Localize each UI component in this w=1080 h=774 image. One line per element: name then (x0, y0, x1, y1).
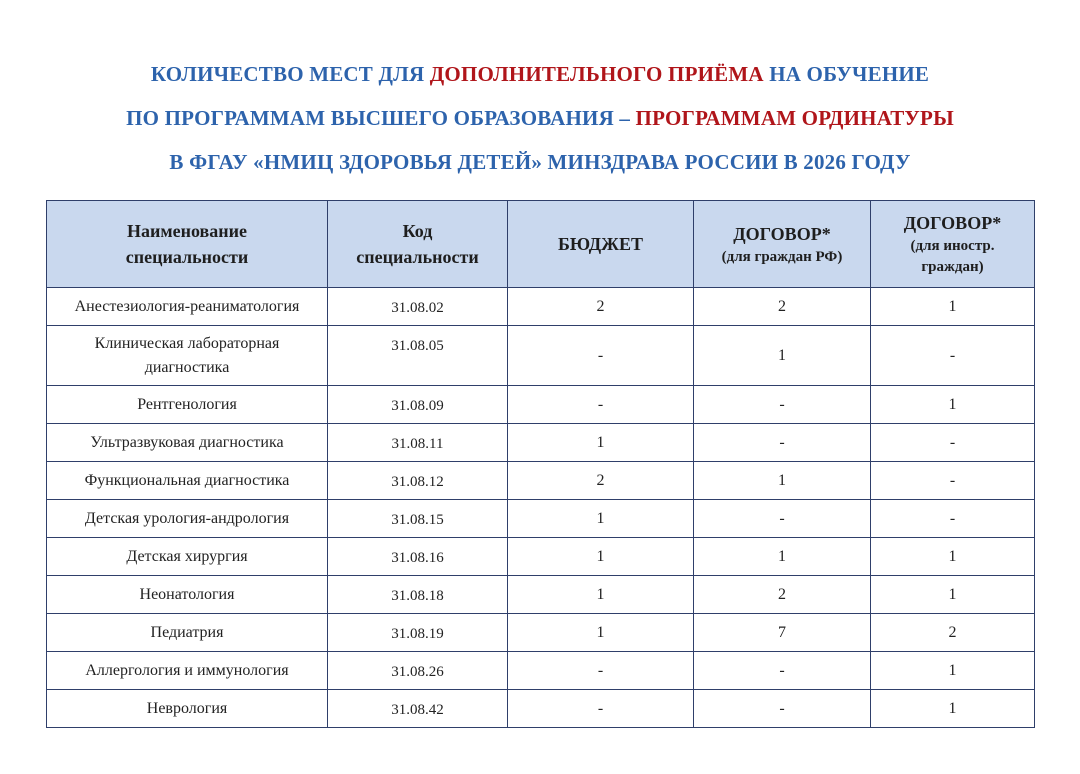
specialty-name-cell (47, 576, 328, 614)
specialty-code-cell: 31.08.42 (328, 690, 508, 728)
specialty-name: Педиатрия (150, 623, 224, 641)
column-header-contract-foreign-label: ДОГОВОР* (903, 213, 1002, 233)
budget-places-cell: 1 (508, 500, 694, 538)
budget-places-cell: - (508, 690, 694, 728)
specialty-name: Аллергология и иммунология (85, 661, 289, 679)
column-header-specialty-code-line1: Код (402, 221, 433, 241)
specialty-code-cell: 31.08.11 (328, 424, 508, 462)
table-row (47, 538, 1035, 576)
table-row (47, 288, 1035, 326)
budget-places-cell: 1 (508, 538, 694, 576)
specialty-name-cell (47, 386, 328, 424)
contract-foreign-places-cell: 2 (871, 614, 1035, 652)
contract-foreign-places-cell: - (871, 462, 1035, 500)
contract-foreign-places-cell: 1 (871, 690, 1035, 728)
title-line-1-part-a: КОЛИЧЕСТВО МЕСТ ДЛЯ (150, 62, 430, 86)
specialty-name-cell (47, 326, 328, 386)
specialty-name: Клиническая лабораторная (94, 334, 280, 352)
title-line-1 (0, 62, 1080, 87)
column-header-contract-rf-label: ДОГОВОР* (733, 223, 831, 244)
budget-places-cell: 2 (508, 288, 694, 326)
contract-rf-places-cell: 2 (694, 288, 871, 326)
column-header-contract-foreign-sub1: (для иностр. (910, 238, 995, 254)
column-header-contract-rf-sub: (для граждан РФ) (721, 248, 843, 265)
column-header-specialty-code-line2: специальности (356, 247, 479, 267)
specialty-name: Функциональная диагностика (84, 471, 290, 489)
specialty-name-cell (47, 614, 328, 652)
specialty-name-cell (47, 652, 328, 690)
table-row (47, 424, 1035, 462)
table-row (47, 690, 1035, 728)
contract-foreign-places-cell: 1 (871, 652, 1035, 690)
column-header-budget (508, 201, 694, 288)
contract-rf-places-cell: - (694, 652, 871, 690)
specialty-name-cell (47, 288, 328, 326)
contract-rf-places-cell: - (694, 690, 871, 728)
specialty-name: Рентгенология (137, 395, 237, 413)
contract-rf-places-cell: 1 (694, 326, 871, 386)
column-header-specialty-name-line1: Наименование (127, 221, 247, 241)
contract-rf-places-cell: 1 (694, 462, 871, 500)
table-body (47, 288, 1035, 728)
title-line-1-highlight: ДОПОЛНИТЕЛЬНОГО ПРИЁМА (429, 62, 764, 86)
specialty-name: Неврология (146, 699, 228, 717)
specialty-name: Ультразвуковая диагностика (90, 433, 284, 451)
title-line-2-part-a: ПО ПРОГРАММАМ ВЫСШЕГО ОБРАЗОВАНИЯ – (126, 106, 636, 130)
contract-foreign-places-cell: - (871, 326, 1035, 386)
contract-foreign-places-cell: 1 (871, 538, 1035, 576)
contract-foreign-places-cell: - (871, 424, 1035, 462)
specialty-name-cell (47, 500, 328, 538)
table-row (47, 462, 1035, 500)
budget-places-cell: - (508, 386, 694, 424)
budget-places-cell: 1 (508, 576, 694, 614)
table-row (47, 500, 1035, 538)
specialty-name: Детская урология-андрология (84, 509, 290, 527)
table-row (47, 326, 1035, 386)
contract-foreign-places-cell: 1 (871, 288, 1035, 326)
column-header-specialty-name (47, 201, 328, 288)
specialty-code-cell: 31.08.16 (328, 538, 508, 576)
column-header-contract-foreign-sub2: граждан) (921, 259, 984, 275)
specialty-code-cell: 31.08.05 (328, 326, 508, 386)
specialty-name: Детская хирургия (126, 547, 248, 565)
budget-places-cell: - (508, 652, 694, 690)
title-line-3: В ФГАУ «НМИЦ ЗДОРОВЬЯ ДЕТЕЙ» МИНЗДРАВА РОССИИ В 2026 ГОДУ (169, 150, 911, 174)
specialty-code-cell: 31.08.02 (328, 288, 508, 326)
table-row (47, 652, 1035, 690)
contract-rf-places-cell: 7 (694, 614, 871, 652)
contract-rf-places-cell: - (694, 424, 871, 462)
specialty-name: Неонатология (139, 585, 235, 603)
column-header-contract-foreign (871, 201, 1035, 288)
column-header-contract-rf (694, 201, 871, 288)
column-header-specialty-name-line2: специальности (125, 247, 249, 267)
title-line-2 (0, 106, 1080, 131)
specialty-code-cell: 31.08.19 (328, 614, 508, 652)
column-header-specialty-code (328, 201, 508, 288)
table-row (47, 386, 1035, 424)
budget-places-cell: 2 (508, 462, 694, 500)
contract-foreign-places-cell: 1 (871, 386, 1035, 424)
specialty-code-cell: 31.08.12 (328, 462, 508, 500)
table-row (47, 614, 1035, 652)
contract-rf-places-cell: - (694, 500, 871, 538)
specialty-name-cell (47, 462, 328, 500)
budget-places-cell: 1 (508, 614, 694, 652)
specialty-name-line2: диагностика (144, 358, 230, 376)
title-line-2-highlight: ПРОГРАММАМ ОРДИНАТУРЫ (635, 106, 954, 130)
specialty-code-cell: 31.08.15 (328, 500, 508, 538)
table-row (47, 576, 1035, 614)
title-line-1-part-c: НА ОБУЧЕНИЕ (763, 62, 930, 86)
contract-rf-places-cell: 2 (694, 576, 871, 614)
specialty-name: Анестезиология-реаниматология (74, 297, 300, 315)
specialty-name-cell (47, 424, 328, 462)
specialty-code-cell: 31.08.26 (328, 652, 508, 690)
admission-places-table (46, 200, 1035, 728)
contract-rf-places-cell: - (694, 386, 871, 424)
contract-foreign-places-cell: 1 (871, 576, 1035, 614)
table-header-row (47, 201, 1035, 288)
specialty-name-cell (47, 538, 328, 576)
contract-rf-places-cell: 1 (694, 538, 871, 576)
contract-foreign-places-cell: - (871, 500, 1035, 538)
budget-places-cell: - (508, 326, 694, 386)
budget-places-cell: 1 (508, 424, 694, 462)
specialty-name-cell (47, 690, 328, 728)
specialty-code-cell: 31.08.09 (328, 386, 508, 424)
column-header-budget-label: БЮДЖЕТ (557, 234, 643, 254)
specialty-code-cell: 31.08.18 (328, 576, 508, 614)
